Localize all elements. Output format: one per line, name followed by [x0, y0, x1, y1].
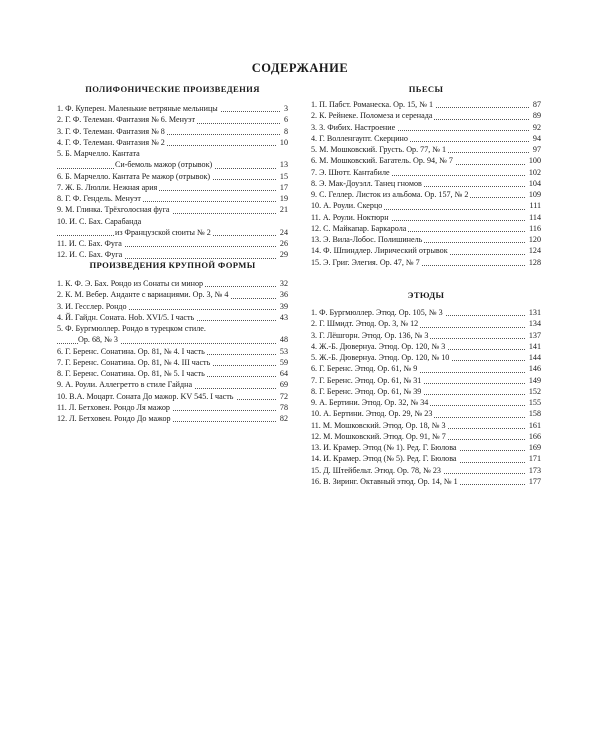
toc-entry-page: 137	[526, 330, 541, 341]
toc-entry	[311, 178, 541, 189]
toc-entry-title: 13. Э. Вила-Лобос. Полишинель	[311, 235, 423, 244]
toc-entry-page: 53	[277, 346, 288, 357]
toc-entry	[311, 307, 541, 318]
toc-entry-title: 1. П. Пабст. Романеска. Ор. 15, № 1	[311, 100, 433, 109]
toc-entry-page: 161	[526, 420, 541, 431]
toc-entry	[57, 301, 288, 312]
toc-entry-page: 26	[277, 238, 288, 249]
toc-entry-title: 5. М. Мошковский. Грусть. Ор. 77, № 1	[311, 145, 447, 154]
toc-entry-title: 9. М. Глинка. Трёхголосная фуга	[57, 205, 170, 215]
toc-entry-page: 32	[277, 278, 288, 289]
toc-entry-page: 94	[530, 133, 541, 144]
toc-entry-title: 14. Ф. Шпиндлер. Лирический отрывок	[311, 246, 448, 256]
toc-entry-title: 3. Г. Ф. Телеман. Фантазия № 8	[57, 126, 165, 136]
toc-list	[311, 307, 541, 487]
toc-entry-title: 15. Э. Григ. Элегия. Ор. 47, № 7	[311, 257, 420, 267]
section-heading: ПРОИЗВЕДЕНИЯ КРУПНОЙ ФОРМЫ	[89, 260, 256, 270]
toc-entry	[311, 200, 541, 211]
toc-entry	[311, 408, 541, 419]
toc-entry	[311, 341, 541, 352]
toc-entry	[311, 476, 541, 487]
toc-entry	[311, 155, 541, 166]
toc-entry-page: 120	[526, 234, 541, 245]
page-title: СОДЕРЖАНИЕ	[251, 61, 349, 75]
toc-entry-title: 10. А. Роули. Скерцо	[311, 201, 383, 211]
toc-entry-page: 92	[530, 122, 541, 133]
toc-entry-page: 72	[277, 391, 288, 402]
toc-entry-title: Ор. 68, № 3	[78, 335, 118, 345]
toc-entry-title: 1. К. Ф. Э. Бах. Рондо из Сонаты си минор	[57, 279, 204, 288]
toc-entry	[311, 465, 541, 476]
toc-entry	[311, 122, 541, 133]
toc-entry-page: 21	[277, 204, 288, 215]
toc-entry-page: 87	[530, 99, 541, 110]
toc-entry	[57, 312, 288, 323]
toc-entry	[311, 386, 541, 397]
toc-entry	[57, 227, 288, 238]
toc-entry	[311, 363, 541, 374]
toc-entry-page: 141	[526, 341, 541, 352]
toc-entry-title: 6. Б. Марчелло. Кантата Ре мажор (отрывок)	[57, 171, 211, 181]
toc-entry-page: 171	[526, 453, 541, 464]
toc-entry	[57, 171, 288, 182]
toc-entry-title: 5. Ф. Бургмюллер. Рондо в турецком стиле.	[57, 324, 206, 333]
toc-entry	[311, 234, 541, 245]
toc-entry	[311, 397, 541, 408]
toc-list	[57, 103, 288, 261]
toc-entry-title: 6. Г. Беренс. Этюд. Ор. 61, № 9	[311, 364, 418, 374]
toc-entry	[57, 193, 288, 204]
toc-entry-page: 149	[526, 375, 541, 386]
left-column-2	[57, 260, 288, 424]
toc-entry	[57, 103, 288, 114]
toc-entry	[57, 323, 288, 334]
toc-entry-page: 173	[526, 465, 541, 476]
toc-entry-title: 6. М. Мошковский. Багатель. Ор. 94, № 7	[311, 156, 453, 166]
toc-entry-title: 8. Г. Беренс. Сонатина. Ор. 81, № 5. I часть	[57, 369, 205, 378]
toc-entry-title: 8. Э. Мак-Доуэлл. Танец гномов	[311, 178, 422, 188]
toc-entry	[311, 212, 541, 223]
toc-entry	[311, 257, 541, 268]
toc-entry-title: 5. Б. Марчелло. Кантата	[57, 149, 140, 158]
toc-entry-page: 29	[277, 249, 288, 260]
toc-entry-title: 9. А. Роули. Аллегретто в стиле Гайдна	[57, 380, 193, 390]
toc-entry-title: 13. И. Крамер. Этюд (№ 1). Ред. Г. Бюлова	[311, 443, 457, 452]
toc-entry-page: 111	[526, 200, 541, 211]
toc-entry-title: 11. М. Мошковский. Этюд. Ор. 18, № 3	[311, 420, 446, 430]
toc-entry-title: 8. Г. Беренс. Этюд. Ор. 61, № 39	[311, 386, 422, 396]
toc-entry	[57, 368, 288, 379]
toc-entry	[57, 159, 288, 170]
toc-entry	[311, 133, 541, 144]
toc-entry-title: 10. И. С. Бах. Сарабанда	[57, 216, 142, 226]
toc-entry-title: 7. Г. Беренс. Этюд. Ор. 61, № 31	[311, 375, 422, 385]
toc-entry	[57, 334, 288, 345]
toc-entry-title: 11. Л. Бетховен. Рондо Ля мажор	[57, 402, 170, 412]
toc-entry	[311, 420, 541, 431]
toc-entry	[311, 352, 541, 363]
toc-entry-title: 5. Ж.-Б. Дювернуа. Этюд. Ор. 120, № 10	[311, 353, 450, 362]
right-column-2	[311, 290, 541, 487]
toc-entry-page: 146	[526, 363, 541, 374]
toc-entry	[57, 137, 288, 148]
toc-entry-title: Си-бемоль мажор (отрывок)	[115, 160, 213, 170]
toc-entry-title: из Французской сюиты № 2	[115, 227, 211, 237]
toc-entry-page: 64	[277, 368, 288, 379]
toc-entry-title: 14. И. Крамер. Этюд (№ 5). Ред. Г. Бюлова	[311, 454, 457, 464]
toc-entry-title: 2. К. М. Вебер. Анданте с вариациями. Ор. 3, № 4	[57, 290, 229, 300]
toc-entry	[311, 318, 541, 329]
toc-entry-title: 3. З. Фибих. Настроение	[311, 122, 396, 132]
toc-entry	[57, 413, 288, 424]
toc-entry-page: 100	[526, 155, 541, 166]
toc-entry-page: 36	[277, 289, 288, 300]
toc-entry-title: 9. А. Бертини. Этюд. Ор. 32, № 34	[311, 398, 429, 407]
toc-entry-page: 109	[526, 189, 541, 200]
toc-entry	[57, 346, 288, 357]
toc-list	[311, 99, 541, 268]
toc-entry	[311, 245, 541, 256]
toc-entry-title: 2. К. Рейнеке. Поломеза и серенада	[311, 111, 433, 121]
toc-entry-page: 128	[526, 257, 541, 268]
toc-entry	[311, 110, 541, 121]
section-heading: ПЬЕСЫ	[408, 84, 444, 94]
toc-entry-title: 7. Ж. Б. Люлли. Нежная ария	[57, 182, 158, 192]
toc-entry	[311, 431, 541, 442]
toc-entry-page: 114	[526, 212, 541, 223]
toc-entry-page: 124	[526, 245, 541, 256]
toc-entry-page: 8	[281, 126, 288, 137]
toc-entry-title: 3. И. Гесслер. Рондо	[57, 301, 127, 311]
toc-entry-title: 7. Э. Шютт. Кантабиле	[311, 167, 390, 177]
toc-entry-page: 82	[277, 413, 288, 424]
toc-entry	[311, 453, 541, 464]
toc-entry-page: 155	[526, 397, 541, 408]
toc-entry-title: 10. А. Бертини. Этюд. Ор. 29, № 23	[311, 409, 433, 419]
toc-entry-title: 12. Л. Бетховен. Рондо До мажор	[57, 414, 171, 423]
toc-entry	[57, 402, 288, 413]
toc-entry-title: 1. Ф. Куперен. Маленькие ветряные мельницы	[57, 104, 218, 113]
toc-entry-page: 144	[526, 352, 541, 363]
toc-entry-title: 6. Г. Беренс. Сонатина. Ор. 81, № 4. I часть	[57, 346, 205, 356]
toc-entry	[57, 391, 288, 402]
toc-entry	[57, 216, 288, 227]
toc-entry-title: 15. Д. Штейбельт. Этюд. Ор. 78, № 23	[311, 465, 441, 475]
toc-entry	[57, 126, 288, 137]
toc-entry	[57, 148, 288, 159]
toc-entry-page: 177	[526, 476, 541, 487]
toc-entry	[57, 238, 288, 249]
toc-entry-page: 169	[526, 442, 541, 453]
toc-entry-page: 10	[277, 137, 288, 148]
toc-entry-page: 39	[277, 301, 288, 312]
toc-entry-title: 4. Ж.-Б. Дювернуа. Этюд. Ор. 120, № 3	[311, 341, 446, 351]
toc-entry	[57, 278, 288, 289]
toc-entry-page: 152	[526, 386, 541, 397]
toc-entry-title: 3. Г. Лёшгорн. Этюд. Ор. 136, № 3	[311, 330, 429, 340]
toc-entry	[57, 379, 288, 390]
toc-entry-page: 158	[526, 408, 541, 419]
toc-entry-page: 24	[277, 227, 288, 238]
toc-entry-title: 4. Г. Волленгаупт. Скерцино	[311, 133, 408, 143]
toc-entry-page: 19	[277, 193, 288, 204]
toc-entry-page: 48	[277, 334, 288, 345]
toc-entry-title: 2. Г. Шмидт. Этюд. Ор. 3, № 12	[311, 319, 419, 329]
toc-entry-page: 116	[526, 223, 541, 234]
toc-entry-page: 78	[277, 402, 288, 413]
toc-entry	[57, 357, 288, 368]
section-heading: ЭТЮДЫ	[407, 290, 445, 300]
toc-entry-title: 11. И. С. Бах. Фуга	[57, 239, 122, 248]
toc-entry-title: 12. С. Майкапар. Баркарола	[311, 223, 407, 233]
toc-entry	[311, 223, 541, 234]
toc-entry-title: 12. И. С. Бах. Фуга	[57, 250, 123, 260]
toc-entry	[57, 289, 288, 300]
toc-entry-page: 104	[526, 178, 541, 189]
toc-entry-title: 1. Ф. Бургмюллер. Этюд. Ор. 105, № 3	[311, 308, 443, 317]
toc-entry-page: 69	[277, 379, 288, 390]
section-heading: ПОЛИФОНИЧЕСКИЕ ПРОИЗВЕДЕНИЯ	[85, 84, 260, 94]
toc-entry-title: 2. Г. Ф. Телеман. Фантазия № 6. Менуэт	[57, 115, 195, 125]
toc-entry	[311, 442, 541, 453]
toc-entry-title: 10. В.А. Моцарт. Соната До мажор. KV 545. I часть	[57, 391, 234, 401]
toc-entry-title: 16. В. Зиринг. Октавный этюд. Ор. 14, № 1	[311, 476, 458, 486]
left-column	[57, 84, 288, 261]
toc-entry-page: 131	[526, 307, 541, 318]
toc-entry	[311, 99, 541, 110]
toc-entry-title: 8. Г. Ф. Гендель. Менуэт	[57, 194, 141, 203]
toc-entry-page: 102	[526, 167, 541, 178]
toc-entry-page: 97	[530, 144, 541, 155]
toc-entry-title: 9. С. Геллер. Листок из альбома. Ор. 157, № 2	[311, 190, 469, 199]
toc-entry	[311, 189, 541, 200]
toc-entry-page: 89	[530, 110, 541, 121]
toc-entry-title: 7. Г. Беренс. Сонатина. Ор. 81, № 4. III часть	[57, 357, 211, 367]
toc-entry-title: 11. А. Роули. Ноктюрн	[311, 212, 389, 222]
toc-entry	[311, 375, 541, 386]
right-column	[311, 84, 541, 268]
toc-entry-page: 166	[526, 431, 541, 442]
toc-entry-title: 12. М. Мошковский. Этюд. Ор. 91, № 7	[311, 431, 446, 441]
toc-entry	[311, 144, 541, 155]
toc-list	[57, 278, 288, 424]
toc-entry-page: 6	[281, 114, 288, 125]
toc-entry-page: 17	[277, 182, 288, 193]
toc-entry	[57, 249, 288, 260]
toc-entry-page: 15	[277, 171, 288, 182]
toc-entry-title: 4. Й. Гайдн. Соната. Hob. XVI/5. I часть	[57, 312, 195, 322]
toc-entry-page: 59	[277, 357, 288, 368]
toc-entry	[57, 114, 288, 125]
toc-entry-page: 13	[277, 159, 288, 170]
toc-entry	[311, 167, 541, 178]
toc-entry-title: 4. Г. Ф. Телеман. Фантазия № 2	[57, 137, 165, 147]
toc-entry-page: 43	[277, 312, 288, 323]
toc-entry-page: 134	[526, 318, 541, 329]
toc-entry	[57, 182, 288, 193]
toc-entry	[311, 330, 541, 341]
toc-entry	[57, 204, 288, 215]
toc-entry-page: 3	[281, 103, 288, 114]
